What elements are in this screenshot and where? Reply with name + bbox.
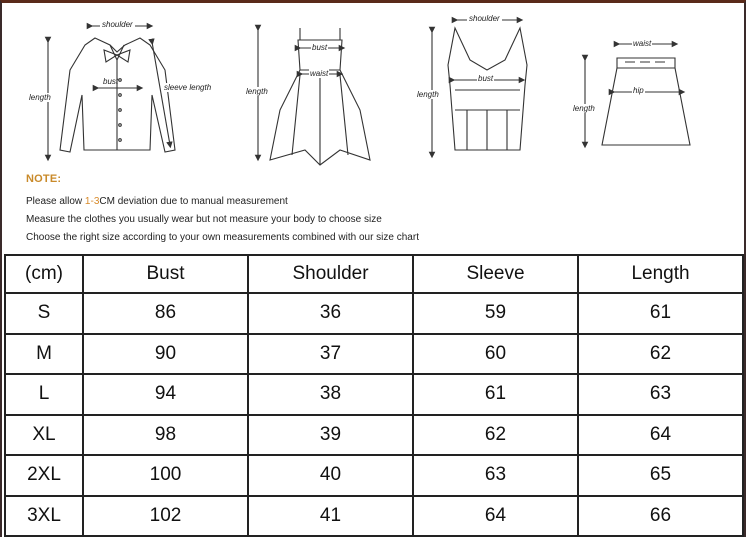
shoulder-cell: 41 [248,496,413,537]
shirt-bust-label: bust [103,77,119,86]
length-cell: 62 [578,334,743,375]
table-header-row [5,255,743,293]
note-line-deviation [26,193,726,211]
sleeve-cell: 64 [413,496,578,537]
skirt-hip-label: hip [633,86,644,95]
shoulder-cell: 38 [248,374,413,415]
tank-length-label: length [417,90,439,99]
size-cell: 2XL [5,455,83,496]
header-unit: (cm) [5,255,83,293]
notes-section [26,173,726,247]
shirt-illustration [48,26,175,158]
size-cell: L [5,374,83,415]
bust-cell: 100 [83,455,248,496]
tank-illustration [432,20,527,155]
table-row [5,415,743,456]
note-line-deviation-text-a: Please allow [26,196,85,207]
size-cell: S [5,293,83,334]
dress-waist-label: waist [310,69,329,78]
bust-cell: 86 [83,293,248,334]
table-row [5,496,743,537]
length-cell: 65 [578,455,743,496]
header-bust: Bust [83,255,248,293]
note-line-measure: Measure the clothes you usually wear but not measure your body to choose size [26,214,382,225]
shirt-sleeve-label: sleeve length [164,83,212,92]
size-cell: 3XL [5,496,83,537]
table-row [5,455,743,496]
shoulder-cell: 37 [248,334,413,375]
shirt-shoulder-label: shoulder [102,20,133,29]
shoulder-cell: 36 [248,293,413,334]
size-chart-table [4,254,744,537]
size-cell: M [5,334,83,375]
bust-cell: 90 [83,334,248,375]
length-cell: 64 [578,415,743,456]
note-deviation-highlight: 1-3 [84,196,100,207]
skirt-waist-label: waist [633,39,652,48]
header-length: Length [578,255,743,293]
header-shoulder: Shoulder [248,255,413,293]
shirt-length-label: length [29,93,51,102]
note-line-choose: Choose the right size according to your own measurements combined with our size chart [26,232,419,243]
bust-cell: 102 [83,496,248,537]
tank-bust-label: bust [478,74,494,83]
dress-bust-label: bust [312,43,328,52]
tank-shoulder-label: shoulder [469,14,500,23]
sleeve-cell: 60 [413,334,578,375]
size-cell: XL [5,415,83,456]
sleeve-cell: 63 [413,455,578,496]
skirt-length-label: length [573,104,595,113]
table-row [5,374,743,415]
table-row [5,334,743,375]
note-heading: NOTE: [26,173,62,185]
table-row [5,293,743,334]
sleeve-cell: 61 [413,374,578,415]
sleeve-cell: 59 [413,293,578,334]
note-line-deviation-text-b: CM deviation due to manual measurement [99,196,288,207]
bust-cell: 98 [83,415,248,456]
sleeve-cell: 62 [413,415,578,456]
measurement-illustrations [0,0,746,170]
header-sleeve: Sleeve [413,255,578,293]
shoulder-cell: 40 [248,455,413,496]
shoulder-cell: 39 [248,415,413,456]
length-cell: 61 [578,293,743,334]
bust-cell: 94 [83,374,248,415]
length-cell: 66 [578,496,743,537]
length-cell: 63 [578,374,743,415]
dress-length-label: length [246,87,268,96]
